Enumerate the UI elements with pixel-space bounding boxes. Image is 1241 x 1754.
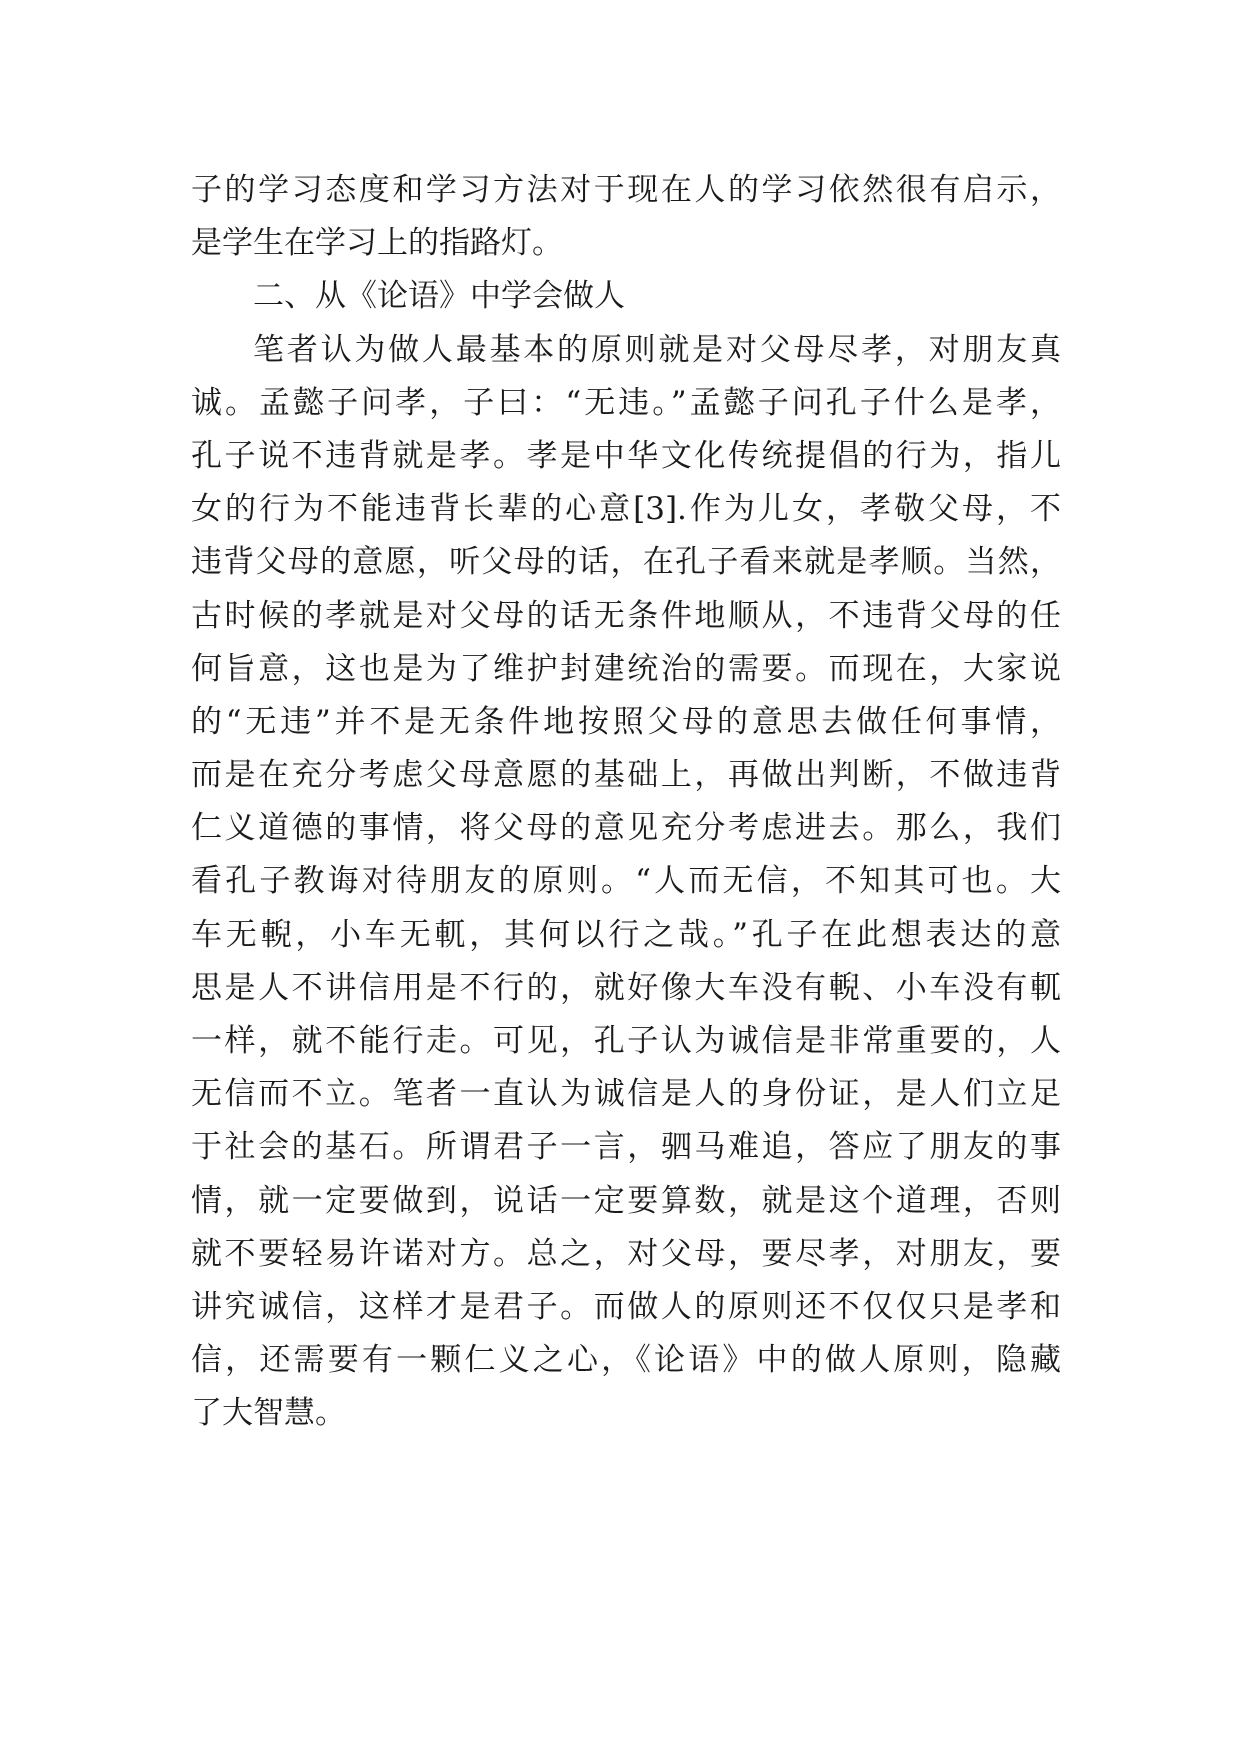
text-line: 讲究诚信，这样才是君子。而做人的原则还不仅仅只是孝和 (191, 1288, 1061, 1325)
text-line: 子的学习态度和学习方法对于现在人的学习依然很有启示， (191, 172, 1061, 208)
text-line: 违背父母的意愿，听父母的话，在孔子看来就是孝顺。当然， (191, 544, 1061, 581)
text-line: 古时候的孝就是对父母的话无条件地顺从，不违背父母的任 (191, 597, 1061, 634)
text-line: 仁义道德的事情，将父母的意见充分考虑进去。那么，我们 (191, 810, 1061, 847)
text-line: 的“无违”并不是无条件地按照父母的意思去做任何事情， (191, 703, 1061, 740)
section-heading: 二、从《论语》中学会做人 (253, 278, 625, 315)
paragraph-filial-piety (191, 324, 1061, 1441)
text-line: 情，就一定要做到，说话一定要算数，就是这个道理，否则 (191, 1182, 1061, 1219)
text-line: 一样，就不能行走。可见，孔子认为诚信是非常重要的，人 (191, 1023, 1061, 1059)
text-line: 何旨意，这也是为了维护封建统治的需要。而现在，大家说 (191, 650, 1061, 687)
text-line: 笔者认为做人最基本的原则就是对父母尽孝，对朋友真 (253, 331, 1061, 368)
text-line: 看孔子教诲对待朋友的原则。“人而无信，不知其可也。大 (191, 863, 1061, 900)
text-line: 无信而不立。笔者一直认为诚信是人的身份证，是人们立足 (191, 1076, 1061, 1113)
text-line: 了大智慧。 (191, 1395, 346, 1432)
text-line: 信，还需要有一颗仁义之心，《论语》中的做人原则，隐藏 (191, 1342, 1061, 1379)
text-line: 思是人不讲信用是不行的，就好像大车没有輗、小车没有軏 (191, 969, 1061, 1006)
body-text (191, 164, 1061, 1441)
text-line: 女的行为不能违背长辈的心意[3].作为儿女，孝敬父母，不 (191, 491, 1061, 528)
text-line: 而是在充分考虑父母意愿的基础上，再做出判断，不做违背 (191, 757, 1061, 794)
text-line: 就不要轻易许诺对方。总之，对父母，要尽孝，对朋友，要 (191, 1235, 1061, 1272)
paragraph-continuation (191, 164, 1061, 270)
text-line: 车无輗，小车无軏，其何以行之哉。”孔子在此想表达的意 (191, 916, 1061, 953)
text-line: 是学生在学习上的指路灯。 (191, 225, 563, 262)
text-line: 孔子说不违背就是孝。孝是中华文化传统提倡的行为，指儿 (191, 437, 1061, 474)
text-line: 于社会的基石。所谓君子一言，驷马难追，答应了朋友的事 (191, 1129, 1061, 1166)
text-line: 诚。孟懿子问孝，子曰：“无违。”孟懿子问孔子什么是孝， (191, 384, 1061, 421)
